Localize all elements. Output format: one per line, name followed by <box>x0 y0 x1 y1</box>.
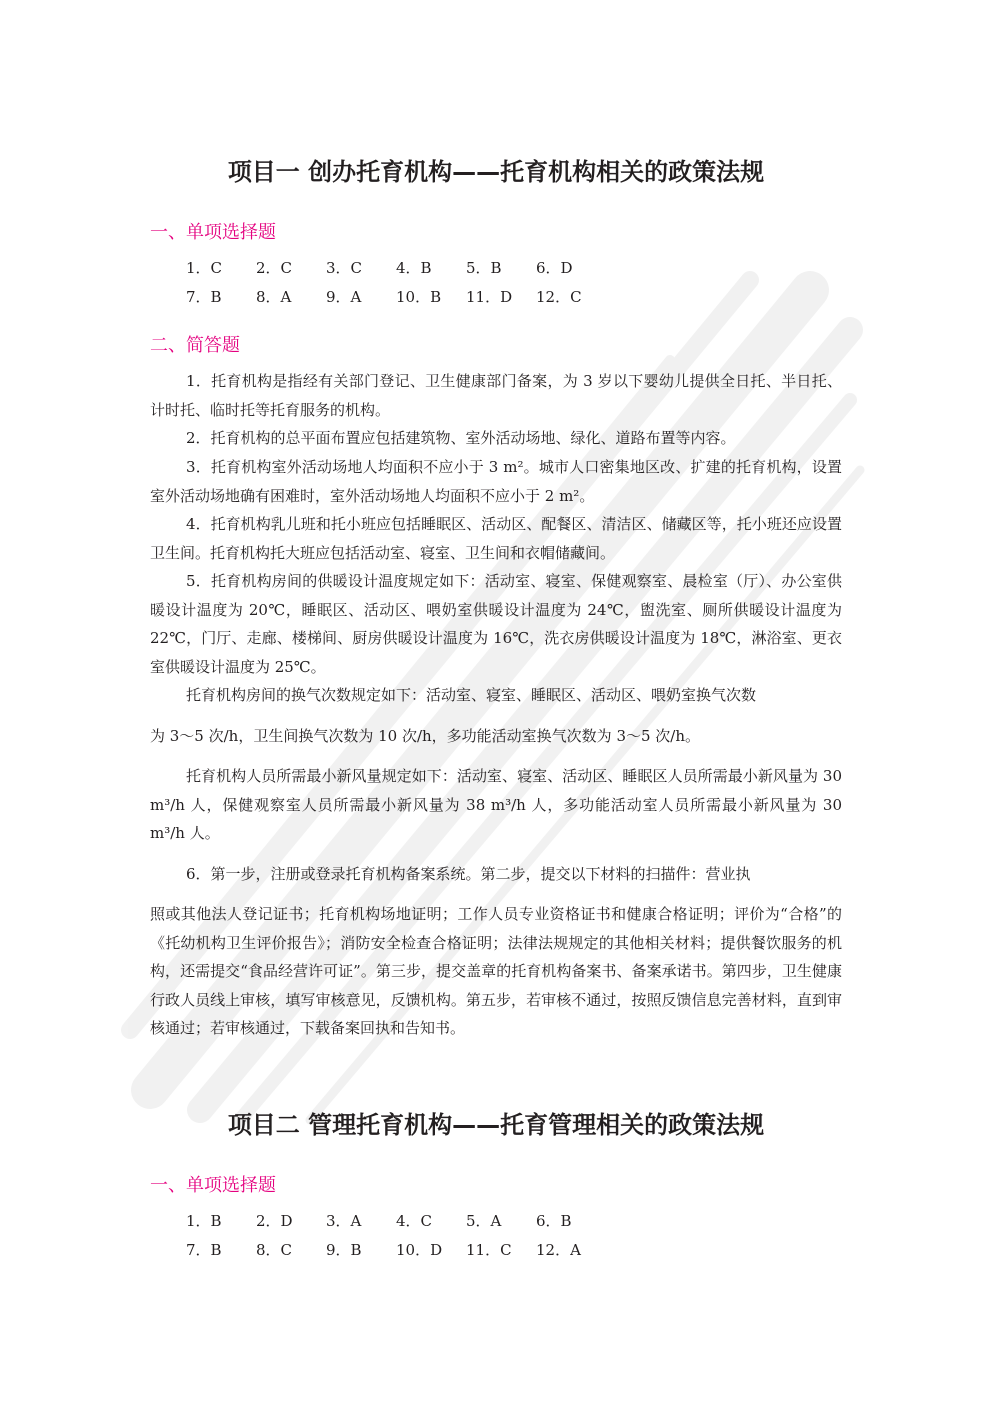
project1-choice-heading: 一、单项选择题 <box>150 222 276 243</box>
answer-paragraph-6-body: 照或其他法人登记证书；托育机构场地证明；工作人员专业资格证书和健康合格证明；评价为“合格”的《托幼机构卫生评价报告》；消防安全检查合格证明；法律法规规定的其他相关材料；提供餐饮服务的机构，还需提交“食品经营许可证”。第三步，提交盖章的托育机构备案书、备案承诺书。第四步，卫生健康行政人员线上审核，填写审核意见，反馈机构。第五步，若审核不通过，按照反馈信息完善材料，直到审核通过；若审核通过，下载备案回执和告知书。 <box>150 905 842 1037</box>
answer-paragraph-4: 4．托育机构乳儿班和托小班应包括睡眠区、活动区、配餐区、清洁区、储藏区等，托小班还应设置卫生间。托育机构托大班应包括活动室、寝室、卫生间和衣帽储藏间。 <box>150 515 842 562</box>
answer-item: 10．D <box>396 1241 443 1259</box>
answer-item: 11．D <box>466 288 513 306</box>
answer-item: 3．C <box>326 259 363 277</box>
answer-row <box>186 254 606 283</box>
answer-row <box>186 1236 606 1265</box>
project2-answer-grid <box>186 1207 606 1265</box>
answer-item: 9．A <box>326 288 362 306</box>
answer-item: 8．C <box>256 1241 293 1259</box>
project1-short-answer-heading: 二、简答题 <box>150 335 240 356</box>
answer-item: 1．C <box>186 259 223 277</box>
answer-paragraph-3: 3．托育机构室外活动场地人均面积不应小于 3 m²。城市人口密集地区改、扩建的托育机构，设置室外活动场地确有困难时，室外活动场地人均面积不应小于 2 m²。 <box>150 458 842 505</box>
answer-item: 3．A <box>326 1212 362 1230</box>
answer-paragraph-1: 1．托育机构是指经有关部门登记、卫生健康部门备案，为 3 岁以下婴幼儿提供全日托、半日托、计时托、临时托等托育服务的机构。 <box>150 372 842 419</box>
answer-item: 8．A <box>256 288 292 306</box>
project2-choice-heading: 一、单项选择题 <box>150 1175 276 1196</box>
answer-paragraph-5-fresh-air: 托育机构人员所需最小新风量规定如下：活动室、寝室、活动区、睡眠区人员所需最小新风量为 30 m³/h 人，保健观察室人员所需最小新风量为 38 m³/h 人，多功能活动室人员所需最小新风量为 30 m³/h 人。 <box>150 767 842 842</box>
answer-item: 6．D <box>536 259 573 277</box>
answer-paragraph-5: 5．托育机构房间的供暖设计温度规定如下：活动室、寝室、保健观察室、晨检室（厅）、办公室供暖设计温度为 20℃，睡眠区、活动区、喂奶室供暖设计温度为 24℃，盥洗室、厕所供暖设计温度为 22℃，门厅、走廊、楼梯间、厨房供暖设计温度为 16℃，洗衣房供暖设计温度为 18℃，淋浴室、更衣室供暖设计温度为 25℃。 <box>150 572 842 676</box>
answer-item: 9．B <box>326 1241 362 1259</box>
project2-title: 项目二 管理托育机构——托育管理相关的政策法规 <box>227 1111 765 1139</box>
answer-paragraph-6-line1: 6．第一步，注册或登录托育机构备案系统。第二步，提交以下材料的扫描件：营业执 <box>186 865 751 883</box>
answer-item: 6．B <box>536 1212 572 1230</box>
answer-item: 7．B <box>186 288 222 306</box>
project1-answer-grid <box>186 254 606 312</box>
answer-row <box>186 283 606 312</box>
answer-item: 4．B <box>396 259 432 277</box>
project1-title: 项目一 创办托育机构——托育机构相关的政策法规 <box>227 158 765 186</box>
answer-paragraph-2: 2．托育机构的总平面布置应包括建筑物、室外活动场地、绿化、道路布置等内容。 <box>186 429 736 447</box>
answer-item: 12．A <box>536 1241 581 1259</box>
answer-row <box>186 1207 606 1236</box>
answer-item: 5．B <box>466 259 502 277</box>
answer-item: 1．B <box>186 1212 222 1230</box>
answer-item: 2．D <box>256 1212 293 1230</box>
answer-item: 7．B <box>186 1241 222 1259</box>
answer-item: 4．C <box>396 1212 433 1230</box>
answer-paragraph-5-ventilation-line2: 为 3～5 次/h，卫生间换气次数为 10 次/h，多功能活动室换气次数为 3～5 次/h。 <box>150 727 701 745</box>
answer-item: 2．C <box>256 259 293 277</box>
answer-item: 10．B <box>396 288 442 306</box>
answer-item: 12．C <box>536 288 582 306</box>
answer-item: 11．C <box>466 1241 512 1259</box>
answer-paragraph-5-ventilation-line1: 托育机构房间的换气次数规定如下：活动室、寝室、睡眠区、活动区、喂奶室换气次数 <box>186 686 757 704</box>
answer-item: 5．A <box>466 1212 502 1230</box>
